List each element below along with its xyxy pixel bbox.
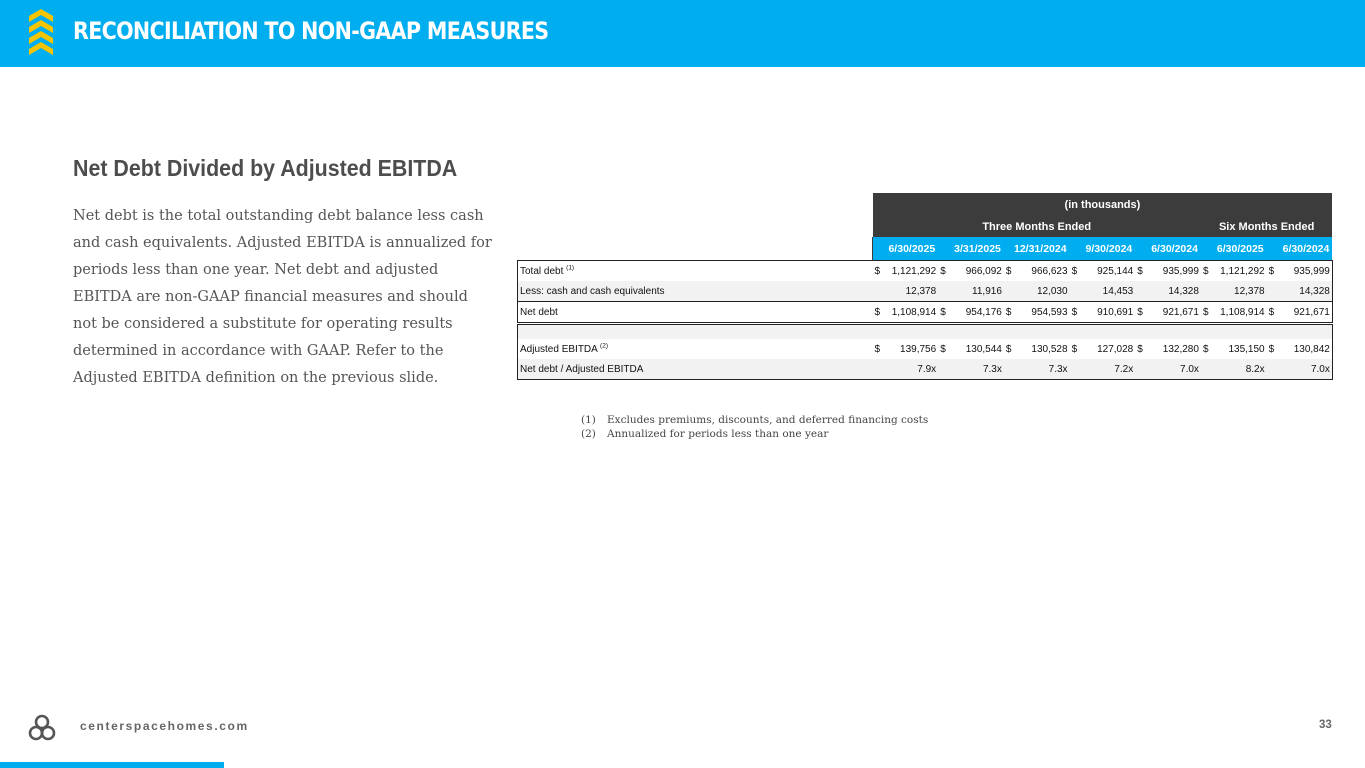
cell-value: 14,328 (1299, 285, 1330, 297)
description-line: Adjusted EBITDA definition on the previous slide. (73, 370, 439, 386)
cell-value: 135,150 (1228, 343, 1265, 355)
currency-symbol: $ (940, 343, 946, 355)
table-cell (873, 261, 939, 282)
table-cell (1004, 302, 1070, 324)
currency-symbol: $ (1268, 265, 1275, 277)
table-cell (873, 281, 939, 302)
cell-value: 11,916 (972, 285, 1002, 297)
cell-value: 139,756 (900, 343, 937, 355)
group-header-three-months: Three Months Ended (873, 216, 1201, 237)
footnotes (581, 413, 928, 441)
table-cell (1201, 261, 1267, 282)
cell-value: 7.9x (917, 363, 937, 375)
currency-symbol: $ (1268, 306, 1275, 318)
table-cell (1135, 359, 1201, 380)
cell-value: 935,999 (1293, 265, 1330, 277)
column-header-date: 6/30/2024 (1135, 237, 1201, 261)
table-cell (938, 359, 1004, 380)
row-label (518, 261, 873, 282)
table-cell (873, 339, 939, 359)
row-label (518, 359, 873, 380)
column-header-date: 3/31/2025 (938, 237, 1004, 261)
description-line: not be considered a substitute for operating results (73, 316, 453, 332)
reconciliation-table (517, 193, 1332, 380)
currency-symbol: $ (874, 306, 881, 318)
footnote-number: (1) (581, 414, 596, 426)
cell-value: 127,028 (1097, 343, 1134, 355)
column-header-date: 9/30/2024 (1070, 237, 1136, 261)
description-line: and cash equivalents. Adjusted EBITDA is annualized for (73, 235, 492, 251)
section-description (73, 203, 492, 392)
currency-symbol: $ (940, 306, 946, 318)
table-row (518, 261, 1333, 282)
table-cell (1135, 281, 1201, 302)
table-cell (1070, 339, 1136, 359)
cell-value: 130,544 (965, 343, 1002, 355)
table-cell (938, 281, 1004, 302)
table-cell (1267, 359, 1333, 380)
table-cell (1070, 261, 1136, 282)
currency-symbol: $ (1202, 343, 1209, 355)
cell-value: 1,108,914 (891, 306, 937, 318)
currency-symbol: $ (1005, 343, 1012, 355)
cell-value: 130,528 (1031, 343, 1068, 355)
table-cell (1267, 281, 1333, 302)
table-cell (1070, 302, 1136, 324)
currency-symbol: $ (1071, 306, 1078, 318)
table-cell (1201, 359, 1267, 380)
cell-value: 12,378 (905, 285, 937, 297)
table-cell (1135, 302, 1201, 324)
description-line: periods less than one year. Net debt and adjusted (73, 262, 439, 278)
cell-value: 935,999 (1162, 265, 1199, 277)
currency-symbol: $ (1071, 265, 1078, 277)
table-cell (873, 359, 939, 380)
footnote-text: Annualized for periods less than one year (607, 428, 829, 440)
table-cell (1267, 302, 1333, 324)
cell-value: 921,671 (1162, 306, 1199, 318)
table-row (518, 281, 1333, 302)
cell-value: 1,121,292 (1220, 265, 1265, 277)
table-cell (938, 261, 1004, 282)
table-cell (1004, 281, 1070, 302)
row-label (518, 281, 873, 302)
table-cell (1004, 339, 1070, 359)
currency-symbol: $ (1202, 265, 1209, 277)
cell-value: 910,691 (1097, 306, 1134, 318)
cell-value: 8.2x (1245, 363, 1265, 375)
page-title: RECONCILIATION TO NON-GAAP MEASURES (73, 17, 549, 45)
table-cell (1070, 281, 1136, 302)
description-line: Net debt is the total outstanding debt balance less cash (73, 208, 484, 224)
table-cell (1267, 261, 1333, 282)
description-line: EBITDA are non-GAAP financial measures and should (73, 289, 468, 305)
table-row (518, 339, 1333, 359)
page-number: 33 (1319, 719, 1332, 731)
currency-symbol: $ (1071, 343, 1078, 355)
cell-value: 966,092 (965, 265, 1002, 277)
footnote (581, 413, 928, 427)
currency-symbol: $ (1005, 265, 1012, 277)
currency-symbol: $ (1268, 343, 1275, 355)
row-label-text: Net debt / Adjusted EBITDA (520, 363, 644, 375)
currency-symbol: $ (1005, 306, 1012, 318)
currency-symbol: $ (874, 343, 881, 355)
column-header-date: 6/30/2025 (873, 237, 939, 261)
column-header-date: 6/30/2024 (1267, 237, 1333, 261)
cell-value: 14,328 (1168, 285, 1199, 297)
cell-value: 925,144 (1097, 265, 1134, 277)
table-cell (1135, 261, 1201, 282)
footer-accent-bar (0, 762, 224, 768)
cell-value: 7.3x (982, 363, 1002, 375)
table-cell (938, 339, 1004, 359)
table-cell (938, 302, 1004, 324)
table-cell (1267, 339, 1333, 359)
group-header-six-months: Six Months Ended (1201, 216, 1332, 237)
table-row (518, 359, 1333, 380)
currency-symbol: $ (874, 265, 881, 277)
spacer-row (518, 324, 1333, 340)
cell-value: 12,378 (1234, 285, 1265, 297)
header-bar (0, 0, 1365, 67)
column-header-date: 12/31/2024 (1004, 237, 1070, 261)
cell-value: 1,121,292 (891, 265, 937, 277)
cell-value: 14,453 (1102, 285, 1134, 297)
table-row (518, 302, 1333, 324)
table-cell (1201, 281, 1267, 302)
table-cell (1004, 261, 1070, 282)
currency-symbol: $ (1137, 265, 1143, 277)
footnote (581, 427, 928, 441)
cell-value: 7.3x (1048, 363, 1068, 375)
centerspace-knot-icon (27, 713, 57, 743)
footnote-text: Excludes premiums, discounts, and deferred financing costs (607, 414, 929, 426)
footnote-ref: (1) (566, 264, 575, 272)
row-label-text: Less: cash and cash equivalents (520, 285, 665, 297)
currency-symbol: $ (1137, 306, 1143, 318)
cell-value: 966,623 (1031, 265, 1068, 277)
currency-symbol: $ (940, 265, 946, 277)
table-cell (1201, 302, 1267, 324)
section-title: Net Debt Divided by Adjusted EBITDA (73, 155, 458, 181)
footnote-number: (2) (581, 428, 596, 440)
footer-url: centerspacehomes.com (80, 719, 249, 733)
table-cell (1201, 339, 1267, 359)
row-label-text: Total debt (520, 265, 564, 277)
cell-value: 7.2x (1114, 363, 1134, 375)
row-label-text: Net debt (520, 306, 558, 318)
cell-value: 954,176 (965, 306, 1002, 318)
footnote-ref: (2) (600, 342, 608, 350)
unit-label: (in thousands) (873, 193, 1333, 216)
cell-value: 130,842 (1293, 343, 1330, 355)
cell-value: 1,108,914 (1220, 306, 1265, 318)
table-cell (1070, 359, 1136, 380)
cell-value: 921,671 (1293, 306, 1330, 318)
row-label-text: Adjusted EBITDA (520, 343, 598, 355)
table-cell (1135, 339, 1201, 359)
currency-symbol: $ (1202, 306, 1209, 318)
cell-value: 132,280 (1162, 343, 1199, 355)
cell-value: 7.0x (1180, 363, 1199, 375)
table-cell (1004, 359, 1070, 380)
row-label (518, 339, 873, 359)
cell-value: 7.0x (1310, 363, 1330, 375)
currency-symbol: $ (1137, 343, 1143, 355)
column-header-date: 6/30/2025 (1201, 237, 1267, 261)
row-label (518, 302, 873, 324)
description-line: determined in accordance with GAAP. Refer to the (73, 343, 444, 359)
table-cell (873, 302, 939, 324)
cell-value: 12,030 (1036, 285, 1068, 297)
chevron-stack-icon (28, 8, 54, 58)
cell-value: 954,593 (1031, 306, 1068, 318)
